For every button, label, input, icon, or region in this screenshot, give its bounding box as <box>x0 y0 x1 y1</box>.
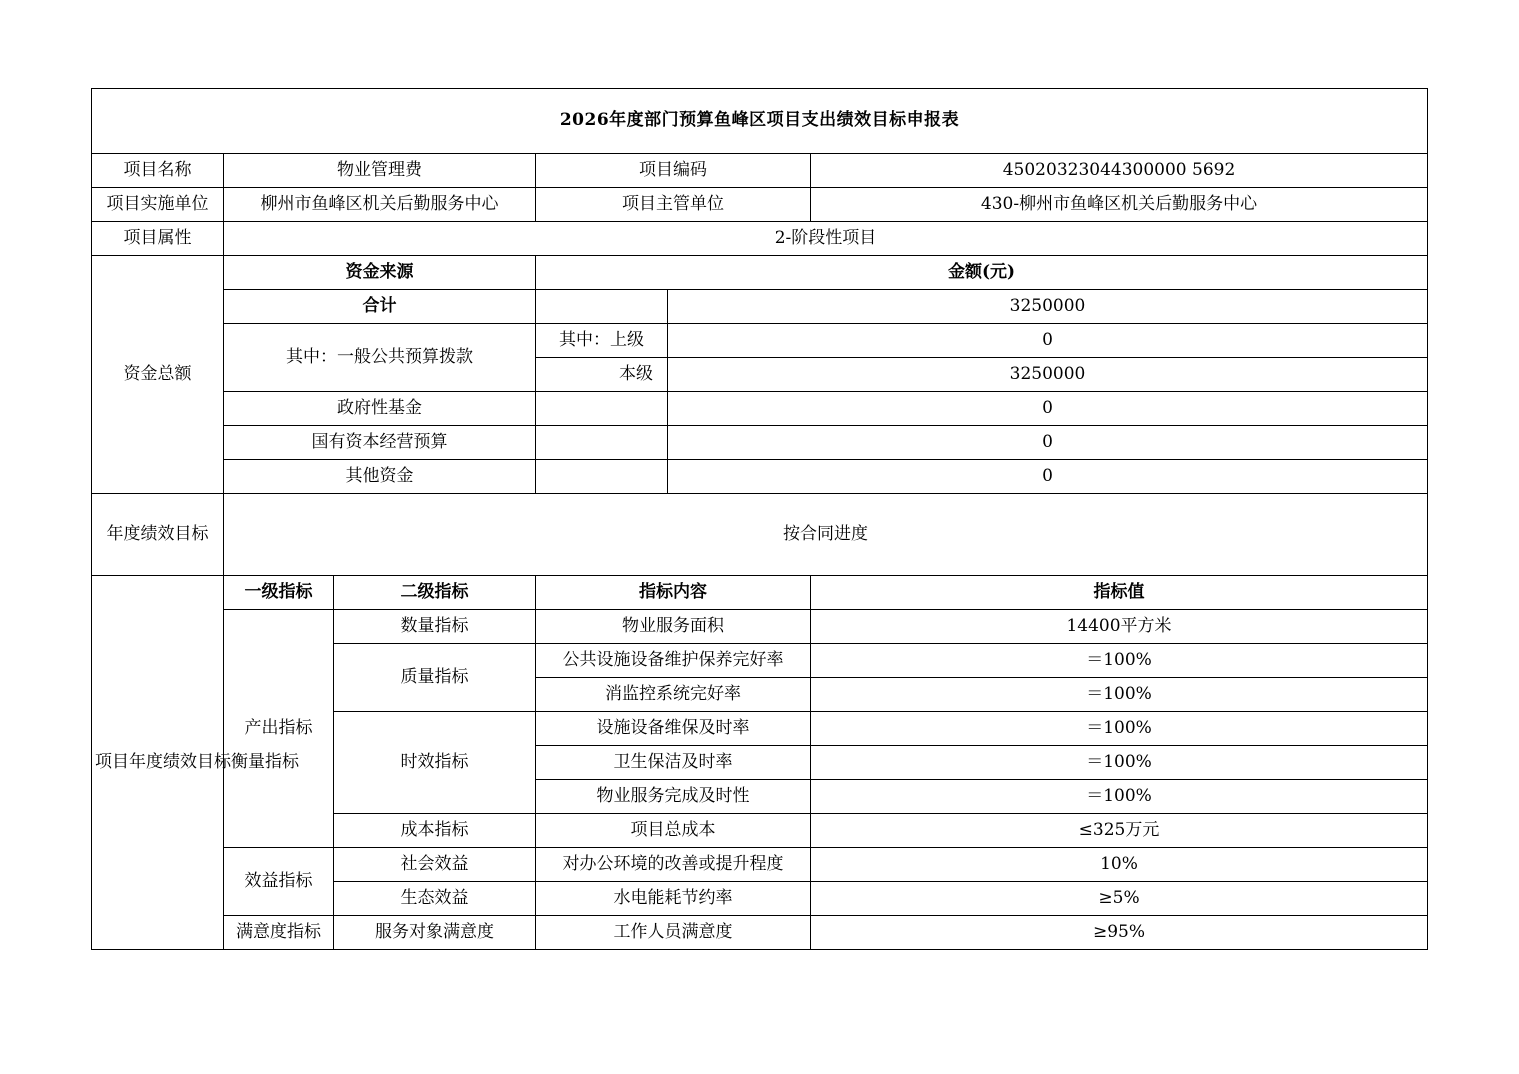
indicator-content: 对办公环境的改善或提升程度 <box>536 848 811 882</box>
ecological-benefit-indicator: 生态效益 <box>334 882 536 916</box>
supervising-unit-value: 430-柳州市鱼峰区机关后勤服务中心 <box>811 188 1428 222</box>
general-budget-label: 其中：一般公共预算拨款 <box>224 324 536 392</box>
project-code-value: 45020323044300000 5692 <box>811 154 1428 188</box>
empty-cell <box>536 290 668 324</box>
indicator-content: 物业服务面积 <box>536 610 811 644</box>
quality-indicator: 质量指标 <box>334 644 536 712</box>
fund-source-header: 资金来源 <box>224 256 536 290</box>
local-level-value: 3250000 <box>668 358 1428 392</box>
indicator-content: 公共设施设备维护保养完好率 <box>536 644 811 678</box>
indicator-value: ＝100% <box>811 780 1428 814</box>
state-capital-label: 国有资本经营预算 <box>224 426 536 460</box>
indicator-content: 水电能耗节约率 <box>536 882 811 916</box>
fund-total-value: 3250000 <box>668 290 1428 324</box>
other-funds-label: 其他资金 <box>224 460 536 494</box>
form-title: 2026年度部门预算鱼峰区项目支出绩效目标申报表 <box>92 89 1428 154</box>
indicator-content: 物业服务完成及时性 <box>536 780 811 814</box>
empty-cell <box>536 426 668 460</box>
upper-level-label: 其中：上级 <box>536 324 668 358</box>
value-header: 指标值 <box>811 576 1428 610</box>
funds-total-label: 资金总额 <box>92 256 224 494</box>
social-benefit-indicator: 社会效益 <box>334 848 536 882</box>
indicator-value: ≥95% <box>811 916 1428 950</box>
upper-level-value: 0 <box>668 324 1428 358</box>
satisfaction-indicator: 满意度指标 <box>224 916 334 950</box>
empty-cell <box>536 460 668 494</box>
annual-goal-value: 按合同进度 <box>224 494 1428 576</box>
level2-header: 二级指标 <box>334 576 536 610</box>
implementing-unit-value: 柳州市鱼峰区机关后勤服务中心 <box>224 188 536 222</box>
government-fund-label: 政府性基金 <box>224 392 536 426</box>
government-fund-value: 0 <box>668 392 1428 426</box>
implementing-unit-label: 项目实施单位 <box>92 188 224 222</box>
indicators-label: 项目年度绩效目标衡量指标 <box>92 576 224 950</box>
quantity-indicator: 数量指标 <box>334 610 536 644</box>
project-attribute-label: 项目属性 <box>92 222 224 256</box>
indicator-value: ＝100% <box>811 712 1428 746</box>
cost-indicator: 成本指标 <box>334 814 536 848</box>
other-funds-value: 0 <box>668 460 1428 494</box>
indicator-content: 卫生保洁及时率 <box>536 746 811 780</box>
annual-goal-label: 年度绩效目标 <box>92 494 224 576</box>
indicator-content: 工作人员满意度 <box>536 916 811 950</box>
timeliness-indicator: 时效指标 <box>334 712 536 814</box>
project-name-label: 项目名称 <box>92 154 224 188</box>
project-attribute-value: 2-阶段性项目 <box>224 222 1428 256</box>
local-level-label: 本级 <box>536 358 668 392</box>
state-capital-value: 0 <box>668 426 1428 460</box>
indicator-value: ≤325万元 <box>811 814 1428 848</box>
indicator-content: 设施设备维保及时率 <box>536 712 811 746</box>
output-indicator: 产出指标 <box>224 610 334 848</box>
supervising-unit-label: 项目主管单位 <box>536 188 811 222</box>
indicator-value: ≥5% <box>811 882 1428 916</box>
service-satisfaction-indicator: 服务对象满意度 <box>334 916 536 950</box>
empty-cell <box>536 392 668 426</box>
indicator-value: ＝100% <box>811 678 1428 712</box>
project-name-value: 物业管理费 <box>224 154 536 188</box>
budget-performance-form <box>91 88 1428 950</box>
indicator-content: 项目总成本 <box>536 814 811 848</box>
indicator-value: ＝100% <box>811 746 1428 780</box>
indicator-value: 10% <box>811 848 1428 882</box>
fund-amount-header: 金额(元) <box>536 256 1428 290</box>
indicator-value: ＝100% <box>811 644 1428 678</box>
indicator-value: 14400平方米 <box>811 610 1428 644</box>
fund-total-label: 合计 <box>224 290 536 324</box>
level1-header: 一级指标 <box>224 576 334 610</box>
benefit-indicator: 效益指标 <box>224 848 334 916</box>
content-header: 指标内容 <box>536 576 811 610</box>
project-code-label: 项目编码 <box>536 154 811 188</box>
indicator-content: 消监控系统完好率 <box>536 678 811 712</box>
